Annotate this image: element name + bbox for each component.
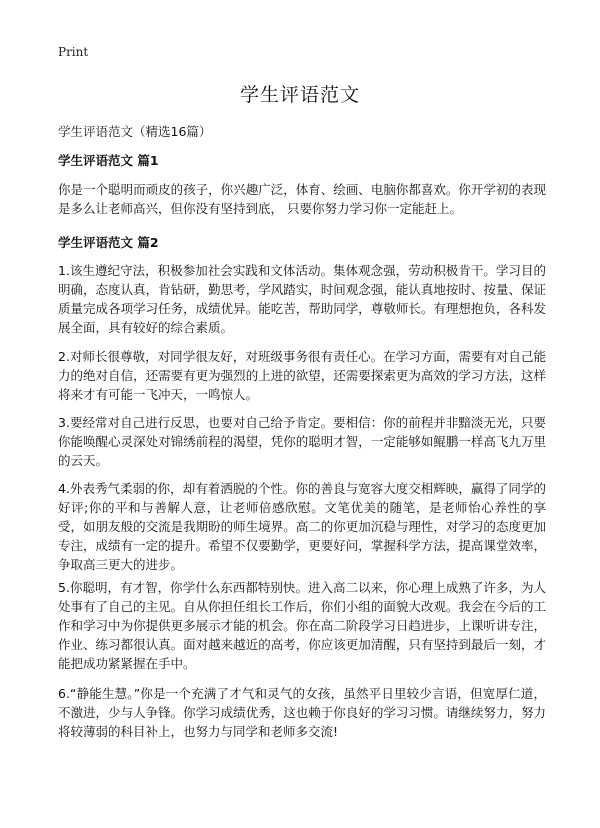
page-title: 学生评语范文 [239, 84, 360, 106]
section-1-paragraph-1: 你是一个聪明而顽皮的孩子，你兴趣广泛，体育、绘画、电脑你都喜欢。你开学初的表现是多么让老师高兴，但你没有坚持到底， 只要你努力学习你一定能赶上。 [58, 182, 546, 216]
document-subtitle: 学生评语范文（精选16篇） [58, 124, 212, 139]
section-2-paragraph-6: 6.“静能生慧。”你是一个充满了才气和灵气的女孩，虽然平日里较少言语，但宽厚仁道，不激进，少与人争锋。你学习成绩优秀，这也赖于你良好的学习习惯。请继续努力，努力将较薄弱的科目补上，也努力与同学和老师多交流! [58, 686, 546, 739]
print-link[interactable]: Print [58, 45, 89, 59]
section-2-paragraph-4: 4.外表秀气柔弱的你，却有着洒脱的个性。你的善良与宽容大度交相辉映，赢得了同学的好评;你的平和与善解人意，让老师倍感欣慰。文笔优美的随笔，是老师怡心养性的享受，如朋友般的交流是我期盼的师生境界。高二的你更加沉稳与理性，对学习的态度更加专注，成绩有一定的提升。希望不仅要勤学，更要好问，掌握科学方法，提高课堂效率，争取高三更大的进步。 [58, 481, 546, 572]
section-2-paragraph-3: 3.要经常对自己进行反思，也要对自己给予肯定。要相信：你的前程并非黯淡无光，只要你能唤醒心灵深处对锦绣前程的渴望，凭你的聪明才智，一定能够如鲲鹏一样高飞九万里的云天。 [58, 415, 546, 468]
section-2-paragraph-2: 2.对师长很尊敬，对同学很友好，对班级事务很有责任心。在学习方面，需要有对自己能力的绝对自信，还需要有更为强烈的上进的欲望，还需要探索更为高效的学习方法，这样将来才有可能一飞冲天，一鸣惊人。 [58, 349, 546, 402]
section-heading-2: 学生评语范文 篇2 [58, 235, 159, 250]
section-2-paragraph-5: 5.你聪明，有才智，你学什么东西都特别快。进入高二以来，你心理上成熟了许多，为人处事有了自己的主见。自从你担任组长工作后，你们小组的面貌大改观。我会在今后的工作和学习中为你提供更多展示才能的机会。你在高二阶段学习日趋进步，上课听讲专注，作业、练习都很认真。面对越来越近的高考，你应该更加清醒，只有坚持到最后一刻，才能把成功紧紧握在手中。 [58, 580, 546, 671]
section-2-paragraph-1: 1.该生遵纪守法，积极参加社会实践和文体活动。集体观念强，劳动积极肯干。学习目的明确，态度认真，肯钻研，勤思考，学风踏实，时间观念强，能认真地按时、按量、保证质量完成各项学习任务，成绩优异。能吃苦，帮助同学，尊敬师长。有理想抱负，各科发展全面，具有较好的综合素质。 [58, 263, 546, 335]
section-heading-1: 学生评语范文 篇1 [58, 153, 159, 168]
